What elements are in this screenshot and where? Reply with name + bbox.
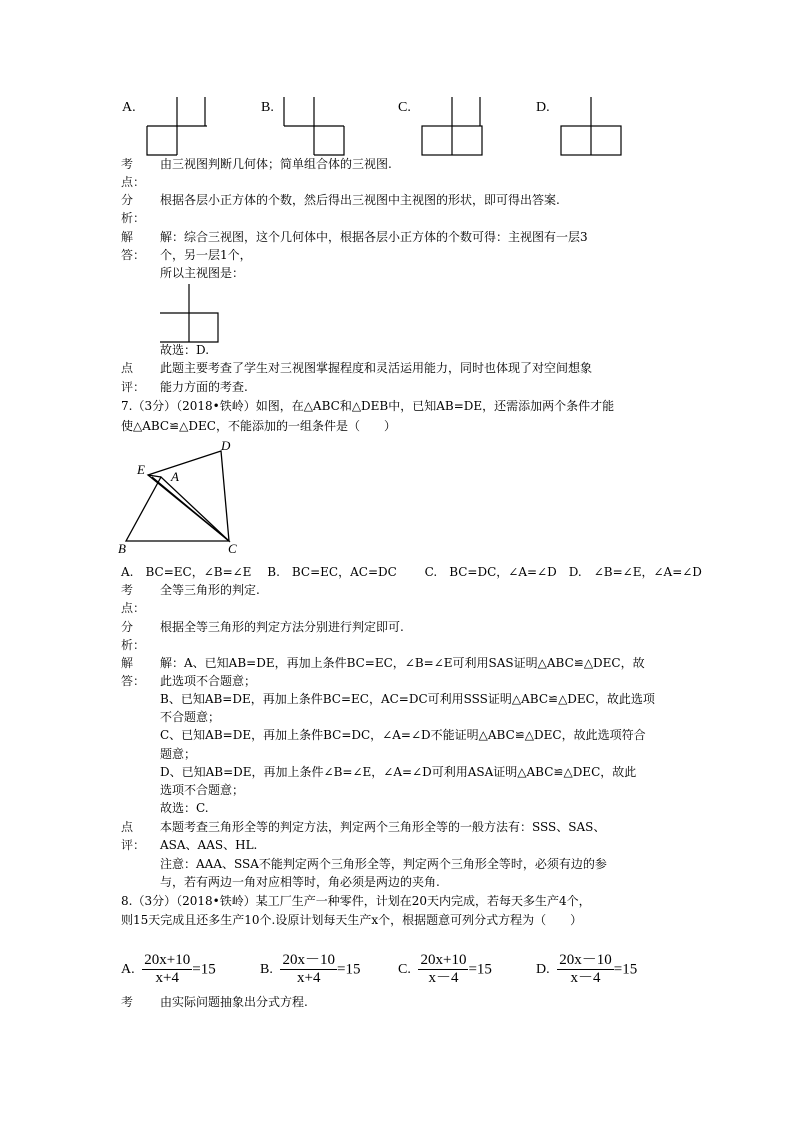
q8-option-a [121, 952, 216, 987]
q6-jieda-line: 故选：D. [160, 343, 210, 357]
q7-jieda-line: 故选：C. [160, 801, 209, 815]
q7-dianping-label-2: 评： [121, 838, 146, 852]
q8-option-b-denominator: x+4 [297, 970, 321, 986]
q6-jieda-label-1: 解 [121, 230, 134, 244]
q6-jieda-line: 个，另一层1个， [160, 248, 252, 262]
q8-option-b-letter: B. [260, 962, 273, 977]
q6-dianping-line: 能力方面的考查. [160, 380, 248, 394]
q7-jieda-line: C、已知AB=DE，再加上条件BC=DC，∠A=∠D不能证明△ABC≌△DEC，故此选项符合 [160, 728, 646, 742]
q6-dianping-label-2: 评： [121, 380, 146, 394]
q7-stem-line: 7.（3分）（2018•铁岭）如图，在△ABC和△DEB中，已知AB=DE，还需添加两个条件才能 [121, 399, 615, 413]
q8-stem-line: 则15天完成且还多生产10个.设原计划每天生产x个，根据题意可列分式方程为（ ） [121, 913, 583, 927]
q8-option-d-numerator: 20x－10 [559, 952, 612, 968]
q6-kaodian-label-2: 点： [121, 175, 146, 189]
q7-dianping-line: ASA、AAS、HL. [160, 838, 258, 852]
q7-stem-line: 使△ABC≌△DEC，不能添加的一组条件是（ ） [121, 419, 396, 433]
q7-fenxi-label-2: 析： [121, 638, 146, 652]
q6-option-b-letter: B. [261, 100, 274, 115]
q8-option-d [536, 952, 637, 987]
q7-jieda-label-2: 答： [121, 674, 146, 688]
q8-option-a-fraction [142, 952, 192, 987]
q7-label-d: D [221, 438, 231, 453]
q6-jieda-line: 解：综合三视图，这个几何体中，根据各层小正方体的个数可得：主视图有一层3 [160, 230, 588, 244]
q6-option-c-letter: C. [398, 100, 411, 115]
q8-option-a-letter: A. [121, 962, 135, 977]
q7-dianping-line: 本题考查三角形全等的判定方法，判定两个三角形全等的一般方法有：SSS、SAS、 [160, 820, 606, 834]
q7-jieda-line: D、已知AB=DE，再加上条件∠B=∠E，∠A=∠D可利用ASA证明△ABC≌△DEC，故此 [160, 765, 637, 779]
q6-fenxi-label-2: 析： [121, 211, 146, 225]
q6-kaodian-label-1: 考 [121, 157, 134, 171]
q8-option-c-fraction [418, 952, 468, 987]
q7-triangle-figure [118, 440, 248, 558]
q8-kaodian-text: 由实际问题抽象出分式方程. [160, 995, 308, 1009]
q8-option-c [398, 952, 492, 987]
q7-fenxi-text: 根据全等三角形的判定方法分别进行判定即可. [160, 620, 404, 634]
q8-option-a-rhs: =15 [192, 961, 216, 978]
q8-option-c-numerator: 20x+10 [420, 952, 467, 968]
q6-option-a-figure [147, 97, 209, 157]
q6-fenxi-label-1: 分 [121, 193, 134, 207]
q7-jieda-line: B、已知AB=DE，再加上条件BC=EC，AC=DC可利用SSS证明△ABC≌△DEC，故此选项 [160, 692, 655, 706]
q7-label-c: C [228, 541, 237, 556]
q8-kaodian-label: 考 [121, 995, 134, 1009]
q7-dianping-line: 与，若有两边一角对应相等时，角必须是两边的夹角. [160, 875, 440, 889]
q7-label-e: E [137, 462, 145, 477]
q6-option-a-letter: A. [122, 100, 136, 115]
q8-option-a-denominator: x+4 [155, 970, 179, 986]
q7-options-line: A. BC=EC，∠B=∠E B. BC=EC，AC=DC C. BC=DC，∠A=∠D D. ∠B=∠E，∠A=∠D [121, 565, 702, 579]
q6-dianping-line: 此题主要考查了学生对三视图掌握程度和灵活运用能力，同时也体现了对空间想象 [160, 361, 593, 375]
q6-kaodian-text: 由三视图判断几何体；简单组合体的三视图. [160, 157, 392, 171]
q6-option-c-figure [422, 97, 484, 157]
q7-jieda-line: 解：A、已知AB=DE，再加上条件BC=EC，∠B=∠E可利用SAS证明△ABC≌△DEC，故 [160, 656, 645, 670]
q7-jieda-line: 选项不合题意； [160, 783, 245, 797]
q8-option-d-letter: D. [536, 962, 550, 977]
q6-jieda-line: 所以主视图是： [160, 266, 245, 280]
q7-kaodian-label-1: 考 [121, 583, 134, 597]
q7-label-a: A [171, 469, 179, 484]
q8-option-c-letter: C. [398, 962, 411, 977]
q6-option-d-figure [561, 97, 623, 157]
q8-option-c-denominator: x－4 [428, 970, 459, 986]
q7-dianping-label-1: 点 [121, 820, 134, 834]
q7-kaodian-label-2: 点： [121, 601, 146, 615]
q6-dianping-label-1: 点 [121, 361, 134, 375]
q8-option-b [260, 952, 360, 987]
q8-option-d-rhs: =15 [613, 961, 638, 978]
q6-jieda-label-2: 答： [121, 248, 146, 262]
q7-fenxi-label-1: 分 [121, 620, 134, 634]
q7-jieda-label-1: 解 [121, 656, 134, 670]
q7-label-b: B [118, 541, 126, 556]
q7-jieda-line: 不合题意； [160, 710, 221, 724]
q8-option-d-denominator: x－4 [570, 970, 601, 986]
q8-option-b-rhs: =15 [337, 961, 361, 978]
q6-answer-main-view-figure [160, 284, 222, 346]
q7-kaodian-text: 全等三角形的判定. [160, 583, 260, 597]
q7-jieda-line: 题意； [160, 747, 197, 761]
q8-option-b-fraction [280, 952, 337, 987]
q8-option-c-rhs: =15 [468, 961, 492, 978]
q8-stem-line: 8.（3分）（2018•铁岭）某工厂生产一种零件，计划在20天内完成，若每天多生产4个， [121, 894, 591, 908]
q8-option-d-fraction [557, 952, 614, 987]
q8-option-b-numerator: 20x－10 [282, 952, 335, 968]
q8-option-a-numerator: 20x+10 [144, 952, 191, 968]
q6-fenxi-text: 根据各层小正方体的个数，然后得出三视图中主视图的形状，即可得出答案. [160, 193, 560, 207]
q7-jieda-line: 此选项不合题意； [160, 674, 257, 688]
q6-option-d-letter: D. [536, 100, 550, 115]
q6-option-b-figure [284, 97, 346, 157]
q7-dianping-line: 注意：AAA、SSA不能判定两个三角形全等，判定两个三角形全等时，必须有边的参 [160, 857, 607, 871]
